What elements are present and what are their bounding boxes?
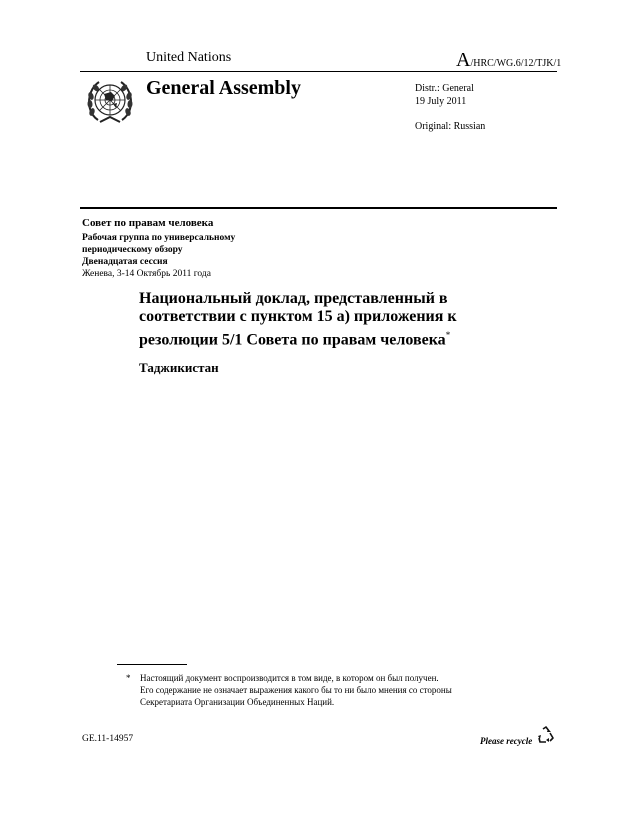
un-emblem-icon [84,76,136,128]
footnote-line-3: Секретариата Организации Объединенных Наций. [140,697,335,707]
footnote-text [140,672,500,708]
distribution-block [415,82,485,133]
country-name: Таджикистан [139,360,219,375]
original-language: Original: Russian [415,121,486,132]
footnote-separator [117,664,187,665]
recycle-label: Please recycle [480,736,533,746]
footnote-marker: * [126,673,131,683]
document-title-line-3: резолюции 5/1 Совета по правам человека [139,331,446,349]
document-title [139,290,539,349]
footnote-line-2: Его содержание не означает выражения какого бы то ни было мнения со стороны [140,685,452,695]
footnote-line-1: Настоящий документ воспроизводится в том виде, в котором он был получен. [140,673,439,683]
document-symbol-initial: A [456,49,471,71]
organization-name: United Nations [146,50,232,65]
header-rule [80,71,557,72]
header-divider [80,207,557,209]
session-name: Двенадцатая сессия [82,257,168,267]
document-date: 19 July 2011 [415,96,467,107]
document-title-line-2: соответствии с пунктом 15 а) приложения к [139,308,457,325]
recycle-icon [536,725,556,745]
place-and-date: Женева, 3-14 Октябрь 2011 года [82,269,211,279]
council-name: Совет по правам человека [82,217,214,229]
working-group [82,232,235,256]
distribution-line: Distr.: General [415,83,474,94]
job-number: GE.11-14957 [82,734,134,744]
working-group-line-1: Рабочая группа по универсальному [82,233,236,243]
footnote-reference[interactable]: * [445,330,451,340]
working-group-line-2: периодическому обзору [82,245,183,255]
document-title-line-1: Национальный доклад, представленный в [139,290,448,307]
document-symbol-rest: /HRC/WG.6/12/TJK/1 [470,58,562,69]
body-name: General Assembly [146,77,301,99]
